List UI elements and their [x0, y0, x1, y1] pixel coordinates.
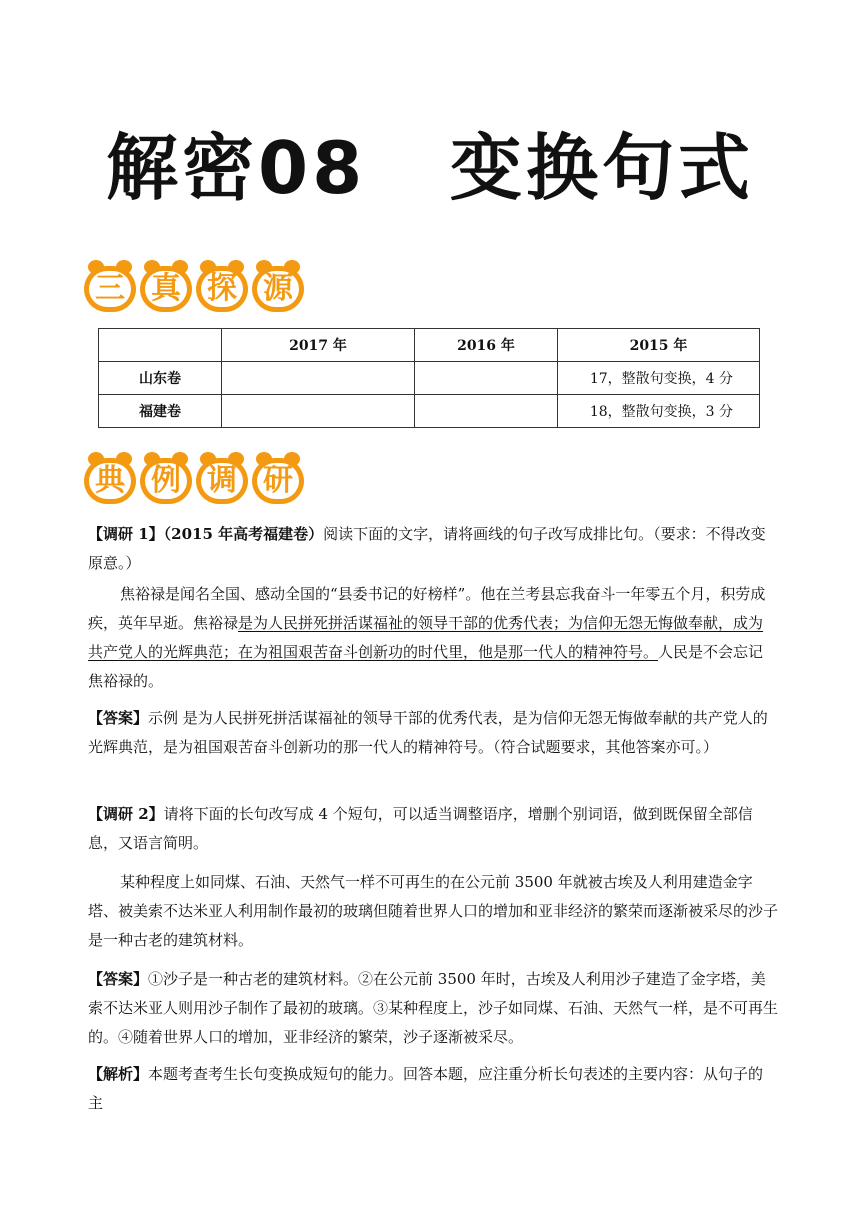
section-badge: 典 — [84, 458, 136, 504]
section-badge: 例 — [140, 458, 192, 504]
question-text: 请将下面的长句改写成 4 个短句，可以适当调整语序，增删个别词语，做到既保留全部信息，又语言简明。 — [88, 805, 753, 852]
table-cell: 18，整散句变换，3 分 — [558, 395, 760, 428]
table-row — [99, 395, 760, 428]
section-heading-source — [84, 266, 304, 318]
chapter-title — [106, 122, 766, 214]
table-header-cell: 2015 年 — [558, 329, 760, 362]
section-heading-cases — [84, 458, 304, 510]
question-1-prompt — [88, 520, 778, 578]
question-2-answer — [88, 965, 778, 1052]
question-2-analysis — [88, 1060, 778, 1118]
exam-source-table — [98, 328, 760, 428]
answer-label: 【答案】 — [88, 970, 149, 988]
passage-text: 人民是不会忘记焦裕禄的。 — [88, 643, 764, 690]
question-1-answer — [88, 704, 778, 762]
table-header-cell: 2017 年 — [222, 329, 415, 362]
chapter-title-number: 解密08 — [106, 126, 367, 210]
answer-text: 示例 是为人民拼死拼活谋福祉的领导干部的优秀代表，是为信仰无怨无悔做奉献的共产党人的光辉典范，是为祖国艰苦奋斗创新功的那一代人的精神符号。（符合试题要求，其他答案亦可。） — [88, 709, 768, 756]
table-row-header: 山东卷 — [99, 362, 222, 395]
table-cell — [415, 395, 558, 428]
table-header-cell — [99, 329, 222, 362]
question-text: 阅读下面的文字，请将画线的句子改写成排比句。（要求：不得改变原意。） — [88, 525, 766, 572]
answer-text: ①沙子是一种古老的建筑材料。②在公元前 3500 年时，古埃及人利用沙子建造了金字塔，美索不达米亚人则用沙子制作了最初的玻璃。③某种程度上，沙子如同煤、石油、天然气一样，是不可再生的。④随着世界人口的增加，亚非经济的繁荣，沙子逐渐被采尽。 — [88, 970, 779, 1046]
question-label: 【调研 2】 — [88, 805, 164, 823]
answer-label: 【答案】 — [88, 709, 149, 727]
section-badge: 三 — [84, 266, 136, 312]
table-row-header: 福建卷 — [99, 395, 222, 428]
table-row — [99, 362, 760, 395]
section-badge: 调 — [196, 458, 248, 504]
table-header-cell: 2016 年 — [415, 329, 558, 362]
section-badge: 探 — [196, 266, 248, 312]
question-2-prompt — [88, 800, 778, 858]
table-cell: 17，整散句变换，4 分 — [558, 362, 760, 395]
passage-text: 某种程度上如同煤、石油、天然气一样不可再生的在公元前 3500 年就被古埃及人利用建造金字塔、被美索不达米亚人利用制作最初的玻璃但随着世界人口的增加和亚非经济的繁荣而逐渐被采尽的沙子是一种古老的建筑材料。 — [88, 873, 779, 949]
passage-underlined-sentence: 是为人民拼死拼活谋福祉的领导干部的优秀代表；为信仰无怨无悔做奉献，成为共产党人的光辉典范；在为祖国艰苦奋斗创新功的时代里，他是那一代人的精神符号。 — [88, 614, 764, 661]
table-header-row — [99, 329, 760, 362]
question-1-passage — [88, 580, 778, 696]
passage-text: 焦裕禄是闻名全国、感动全国的“县委书记的好榜样”。他在兰考县忘我奋斗一年零五个月，积劳成疾，英年早逝。焦裕禄 — [88, 585, 766, 632]
question-2-passage — [88, 868, 778, 955]
section-badge: 源 — [252, 266, 304, 312]
table-cell — [415, 362, 558, 395]
chapter-title-topic: 变换句式 — [450, 126, 755, 210]
question-label: 【调研 1】 — [88, 525, 164, 543]
question-source: （2015 年高考福建卷） — [163, 525, 324, 543]
table-cell — [222, 395, 415, 428]
analysis-label: 【解析】 — [88, 1065, 149, 1083]
section-badge: 真 — [140, 266, 192, 312]
table-cell — [222, 362, 415, 395]
section-badge: 研 — [252, 458, 304, 504]
analysis-text: 本题考查考生长句变换成短句的能力。回答本题，应注重分析长句表述的主要内容：从句子的主 — [88, 1065, 764, 1112]
